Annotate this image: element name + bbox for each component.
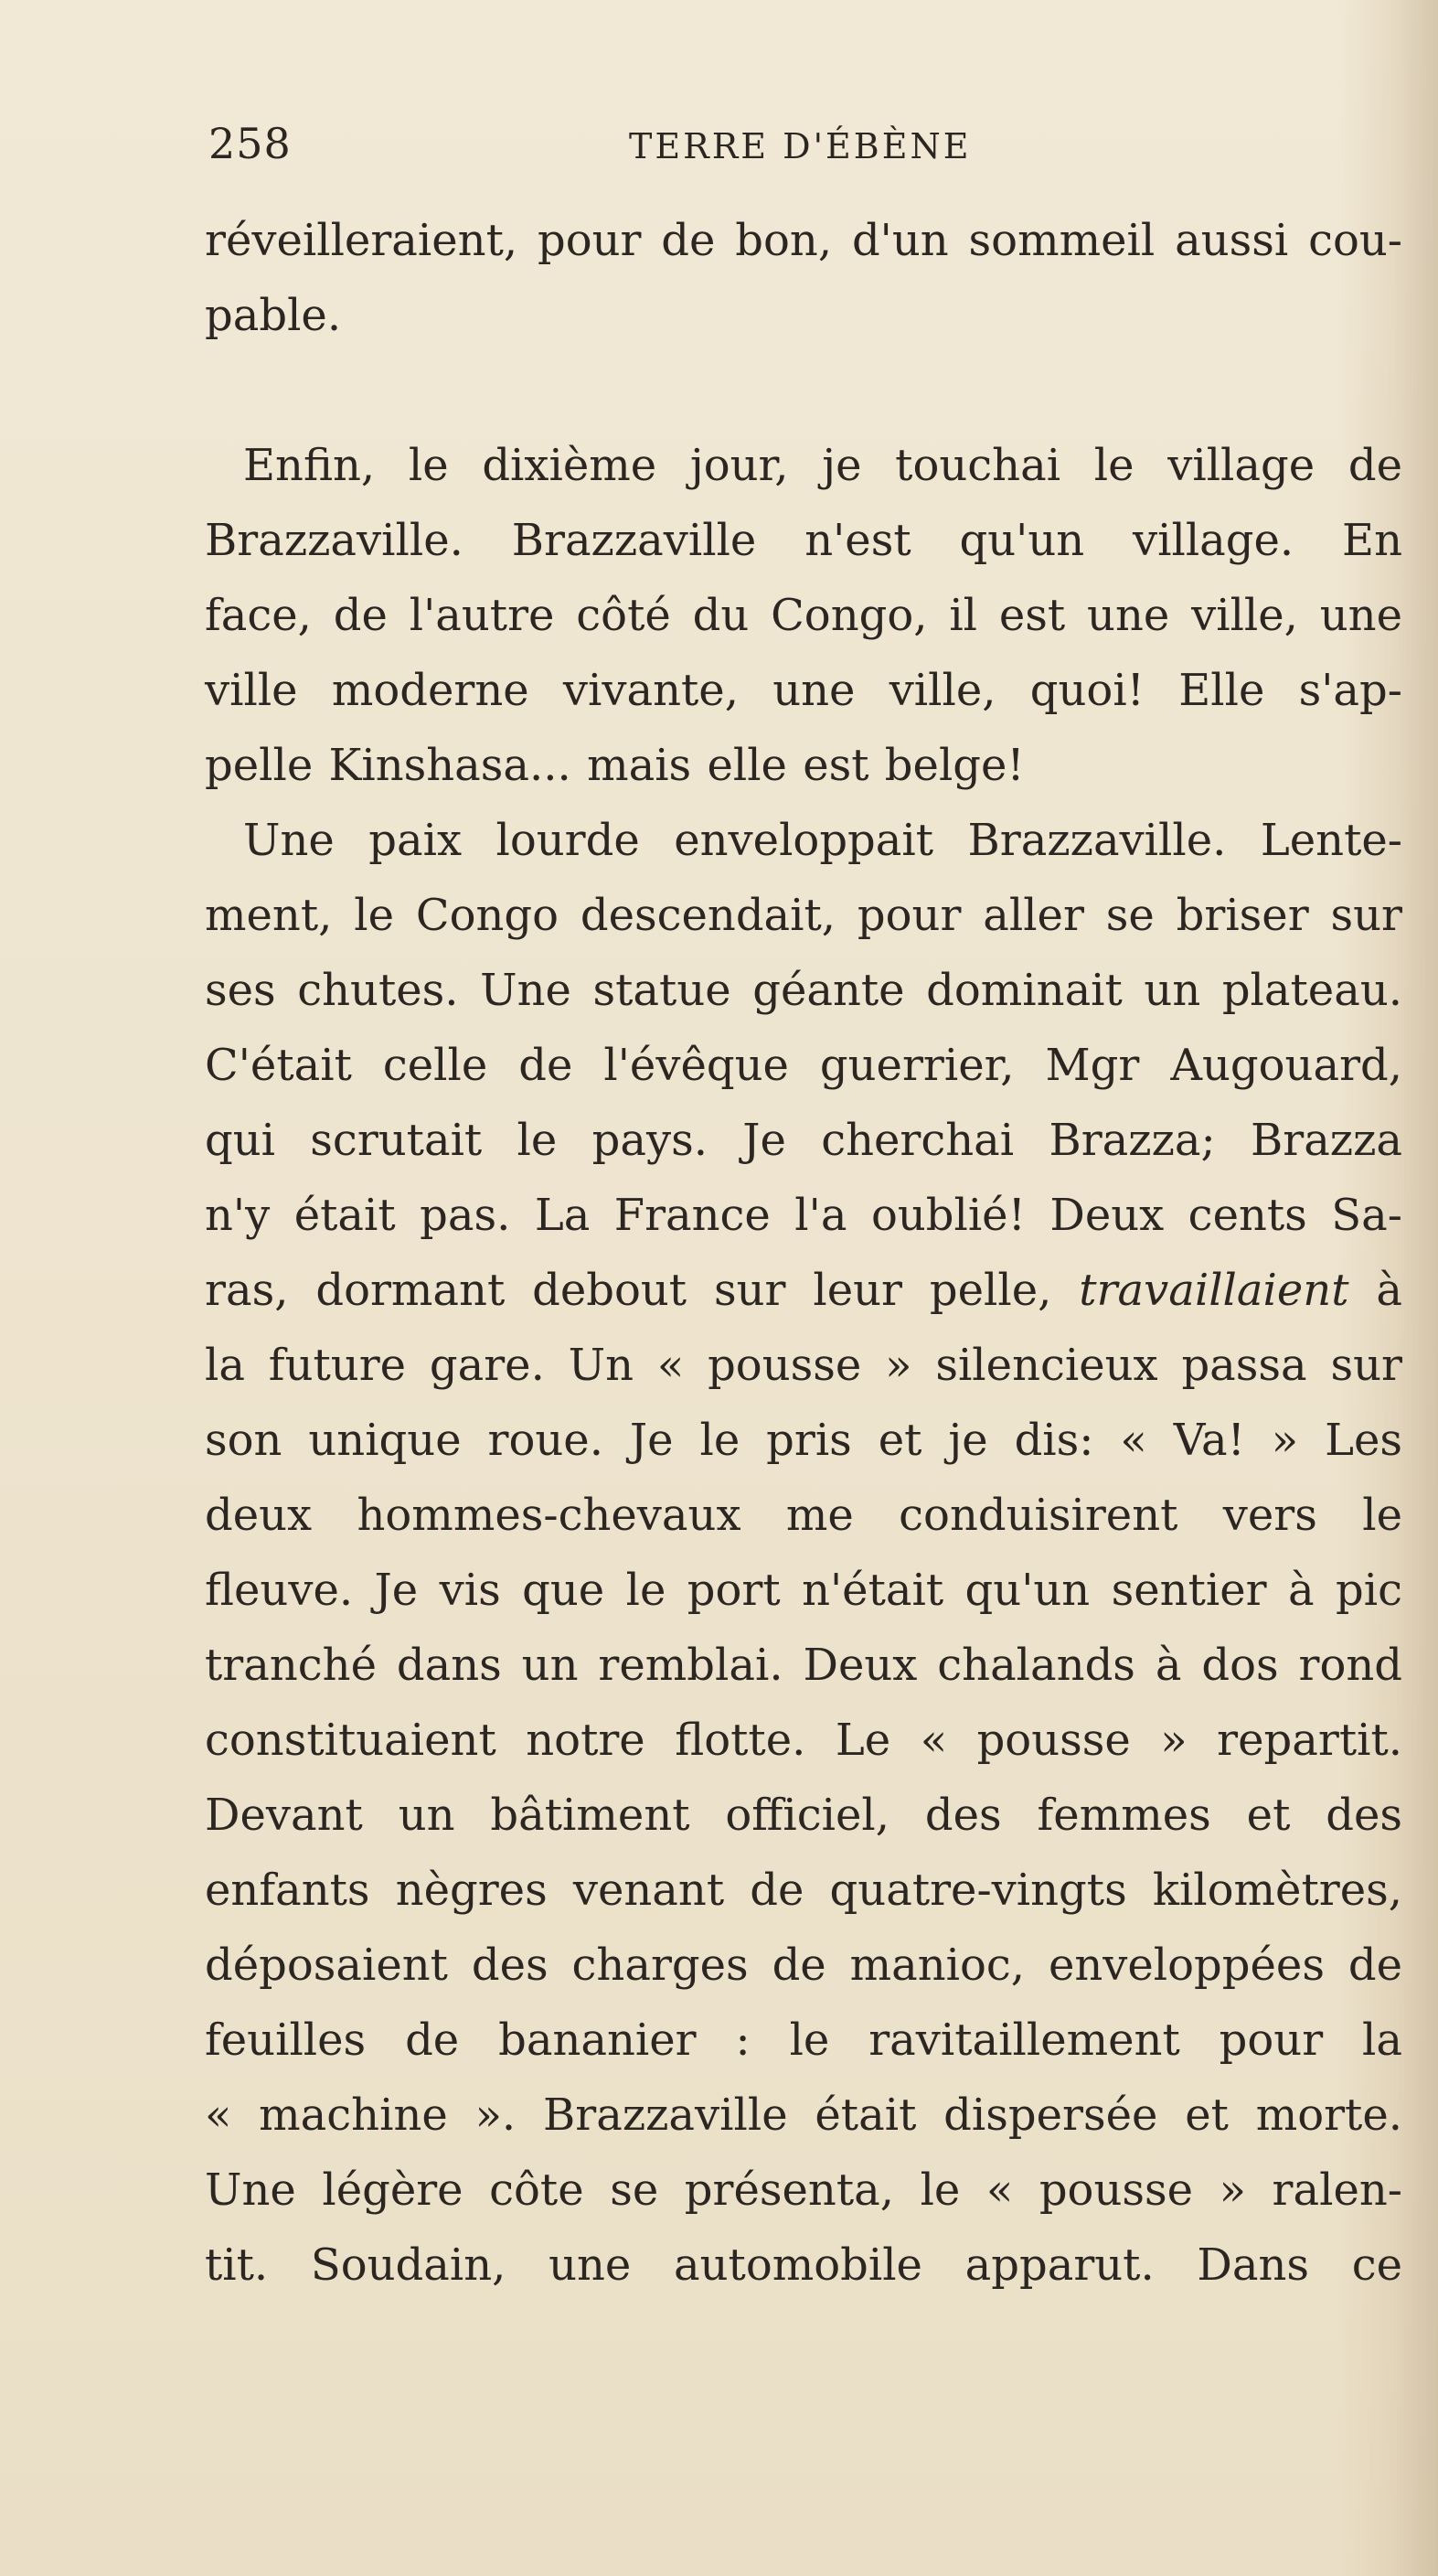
text-line: Brazzaville. Brazzaville n'est qu'un village. En xyxy=(205,515,1402,566)
running-title: TERRE D'ÉBÈNE xyxy=(629,126,972,166)
text-line: face, de l'autre côté du Congo, il est une ville, une xyxy=(205,590,1402,641)
page-header xyxy=(208,119,1397,174)
italic-word: travaillaient xyxy=(1079,1265,1349,1316)
text-line: qui scrutait le pays. Je cherchai Brazza; Brazza xyxy=(205,1115,1402,1166)
text-line: son unique roue. Je le pris et je dis: « Va! » Les xyxy=(205,1415,1402,1466)
text-line: ville moderne vivante, une ville, quoi! Elle s'ap- xyxy=(205,665,1402,716)
text-line: déposaient des charges de manioc, enveloppées de xyxy=(205,1940,1402,1991)
text-line-with-italic xyxy=(205,1253,1402,1328)
text-line: tranché dans un remblai. Deux chalands à dos rond xyxy=(205,1640,1402,1691)
text-line: enfants nègres venant de quatre-vingts kilomètres, xyxy=(205,1865,1402,1916)
text-line: « machine ». Brazzaville était dispersée et morte. xyxy=(205,2090,1402,2141)
text-line: deux hommes-chevaux me conduisirent vers le xyxy=(205,1490,1402,1541)
text-line: constituaient notre flotte. Le « pousse » repartit. xyxy=(205,1715,1402,1766)
text-line: n'y était pas. La France l'a oublié! Deux cents Sa- xyxy=(205,1190,1402,1241)
text-line: fleuve. Je vis que le port n'était qu'un sentier à pic xyxy=(205,1565,1402,1616)
paragraph-spacer xyxy=(205,353,1402,428)
text-line: pelle Kinshasa... mais elle est belge! xyxy=(205,740,1025,791)
text-line: la future gare. Un « pousse » silencieux passa sur xyxy=(205,1340,1402,1391)
text-line: pable. xyxy=(205,290,342,341)
text-line: ment, le Congo descendait, pour aller se briser sur xyxy=(205,890,1402,941)
text-line: tit. Soudain, une automobile apparut. Dans ce xyxy=(205,2239,1402,2291)
text-line: Une légère côte se présenta, le « pousse » ralen- xyxy=(205,2164,1402,2216)
page-number: 258 xyxy=(208,119,292,168)
text-line: C'était celle de l'évêque guerrier, Mgr Augouard, xyxy=(205,1040,1402,1091)
text-line: Enfin, le dixième jour, je touchai le village de xyxy=(243,440,1402,491)
text-line: ses chutes. Une statue géante dominait un plateau. xyxy=(205,965,1402,1016)
text-line: réveilleraient, pour de bon, d'un sommeil aussi cou- xyxy=(205,215,1402,266)
text-line-segment: ras, dormant debout sur leur pelle, xyxy=(205,1265,1052,1316)
body-text xyxy=(205,203,1402,2303)
text-line: feuilles de bananier : le ravitaillement pour la xyxy=(205,2015,1402,2066)
text-line: Une paix lourde enveloppait Brazzaville. Lente- xyxy=(243,815,1402,866)
text-line-segment: à xyxy=(1376,1265,1402,1316)
text-line: Devant un bâtiment officiel, des femmes et des xyxy=(205,1790,1402,1841)
